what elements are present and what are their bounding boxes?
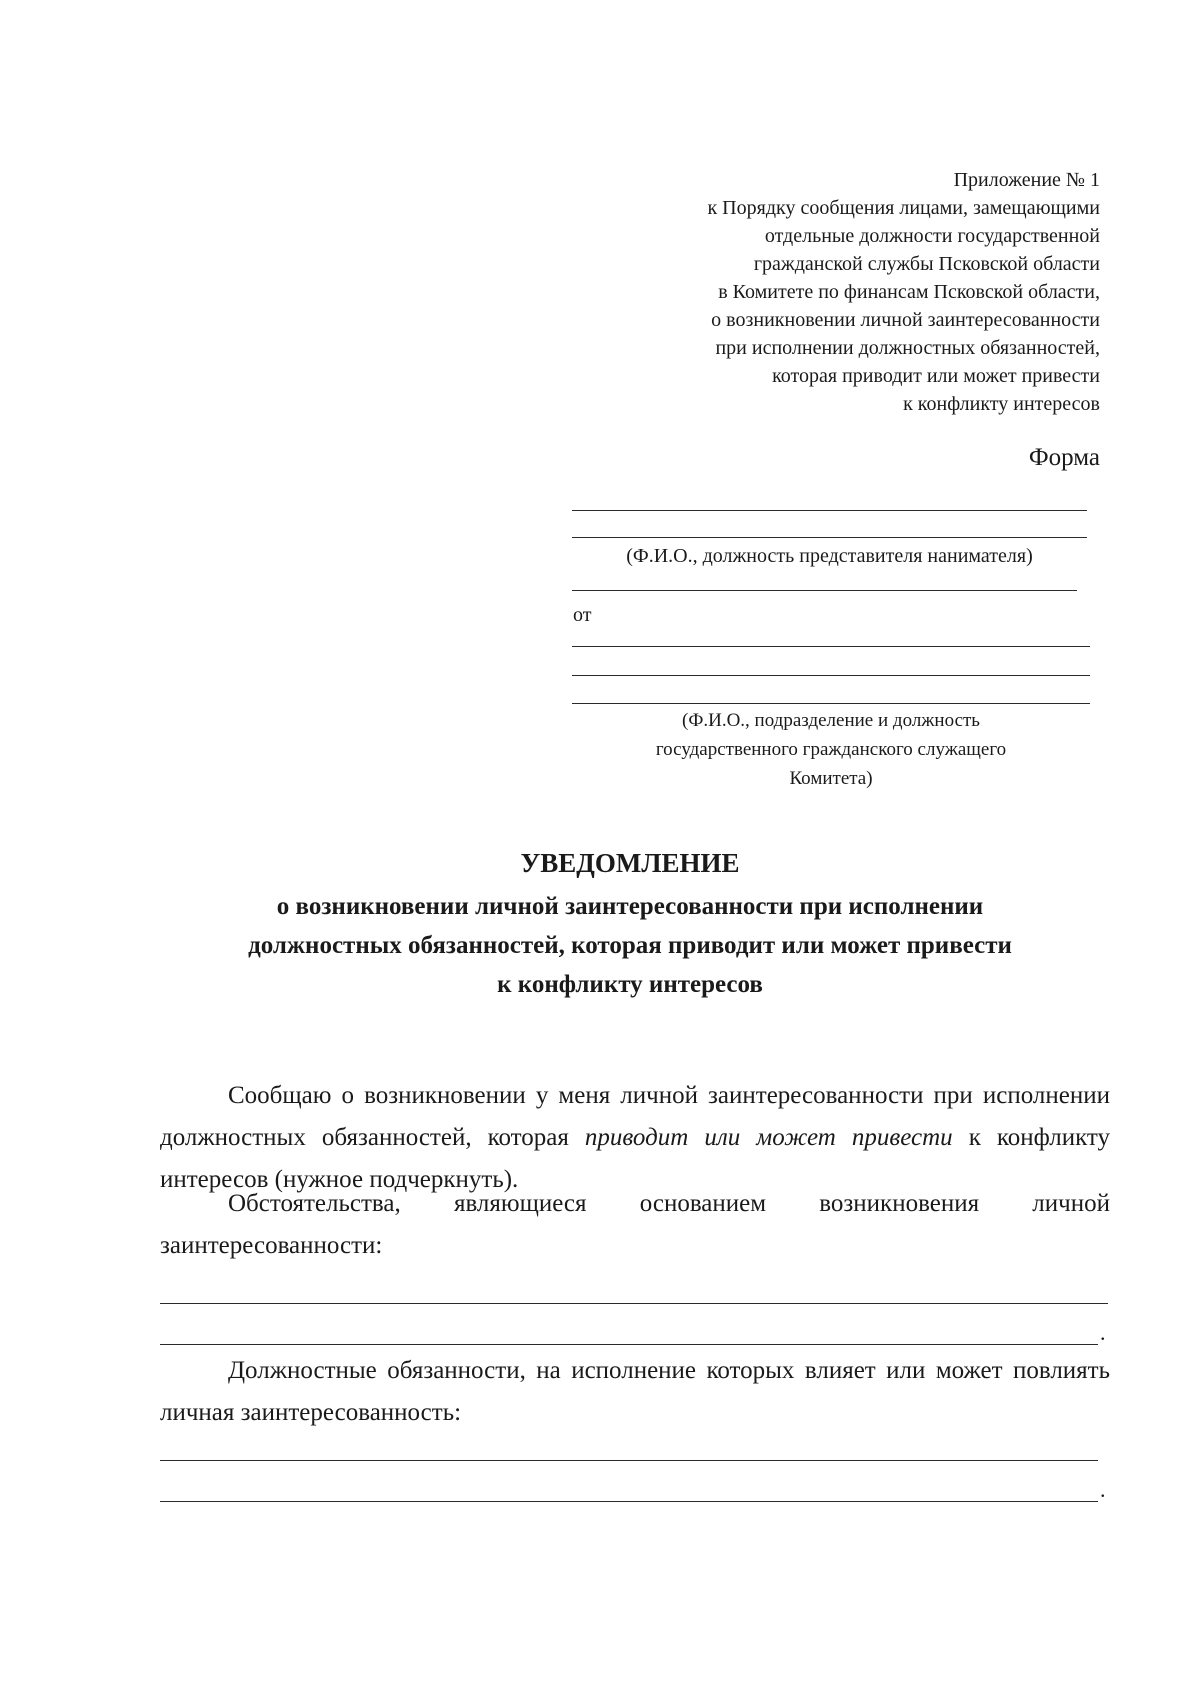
appendix-line: при исполнении должностных обязанностей, <box>715 337 1100 359</box>
sender-blank-line <box>572 646 1090 647</box>
circumstances-blank-line <box>160 1344 1098 1345</box>
form-label: Форма <box>1028 444 1100 471</box>
recipient-blank-line <box>572 510 1087 511</box>
sender-blank-line <box>572 703 1090 704</box>
subtitle-line: о возникновении личной заинтересованности при исполнении <box>276 893 984 920</box>
paragraph-duties: Должностные обязанности, на исполнение которых влияет или может повлиять личная заинтересованность: <box>160 1357 1110 1426</box>
line-end-mark: . <box>1100 1477 1106 1502</box>
recipient-blank-line <box>572 590 1077 591</box>
paragraph-circumstances: Обстоятельства, являющиеся основанием возникновения личной заинтересованности: <box>160 1190 1110 1259</box>
appendix-line: к конфликту интересов <box>903 393 1100 415</box>
paragraph-text: к конфликту интересов (нужное подчеркнуть). <box>160 1124 1110 1193</box>
document-subtitle <box>100 887 1160 1004</box>
sender-caption-line: Комитета) <box>789 768 873 789</box>
sender-caption-line: (Ф.И.О., подразделение и должность <box>682 710 980 731</box>
paragraph-text: Сообщаю о возникновении у меня личной заинтересованности при исполнении должностных обязанностей, которая <box>160 1082 1110 1151</box>
appendix-header <box>560 166 1100 418</box>
subtitle-line: должностных обязанностей, которая приводит или может привести <box>248 932 1012 959</box>
recipient-blank-line <box>572 537 1087 538</box>
duties-blank-line <box>160 1460 1098 1461</box>
subtitle-line: к конфликту интересов <box>497 971 763 998</box>
appendix-line: Приложение № 1 <box>953 169 1100 191</box>
document-title: УВЕДОМЛЕНИЕ <box>520 848 740 878</box>
appendix-line: гражданской службы Псковской области <box>753 253 1100 275</box>
appendix-line: в Комитете по финансам Псковской области, <box>718 281 1100 303</box>
duties-blank-line <box>160 1501 1098 1502</box>
circumstances-blank-line <box>160 1303 1108 1304</box>
recipient-caption: (Ф.И.О., должность представителя нанимателя) <box>626 545 1033 567</box>
paragraph-italic-text: приводит или может привести <box>584 1124 953 1151</box>
sender-caption-line: государственного гражданского служащего <box>655 739 1007 760</box>
line-end-mark: . <box>1100 1320 1106 1345</box>
sender-caption <box>572 706 1090 793</box>
from-label: от <box>573 604 592 626</box>
appendix-line: отдельные должности государственной <box>764 225 1100 247</box>
sender-blank-line <box>572 675 1090 676</box>
appendix-line: которая приводит или может привести <box>772 365 1100 387</box>
appendix-line: о возникновении личной заинтересованности <box>711 309 1100 331</box>
appendix-line: к Порядку сообщения лицами, замещающими <box>707 197 1100 219</box>
